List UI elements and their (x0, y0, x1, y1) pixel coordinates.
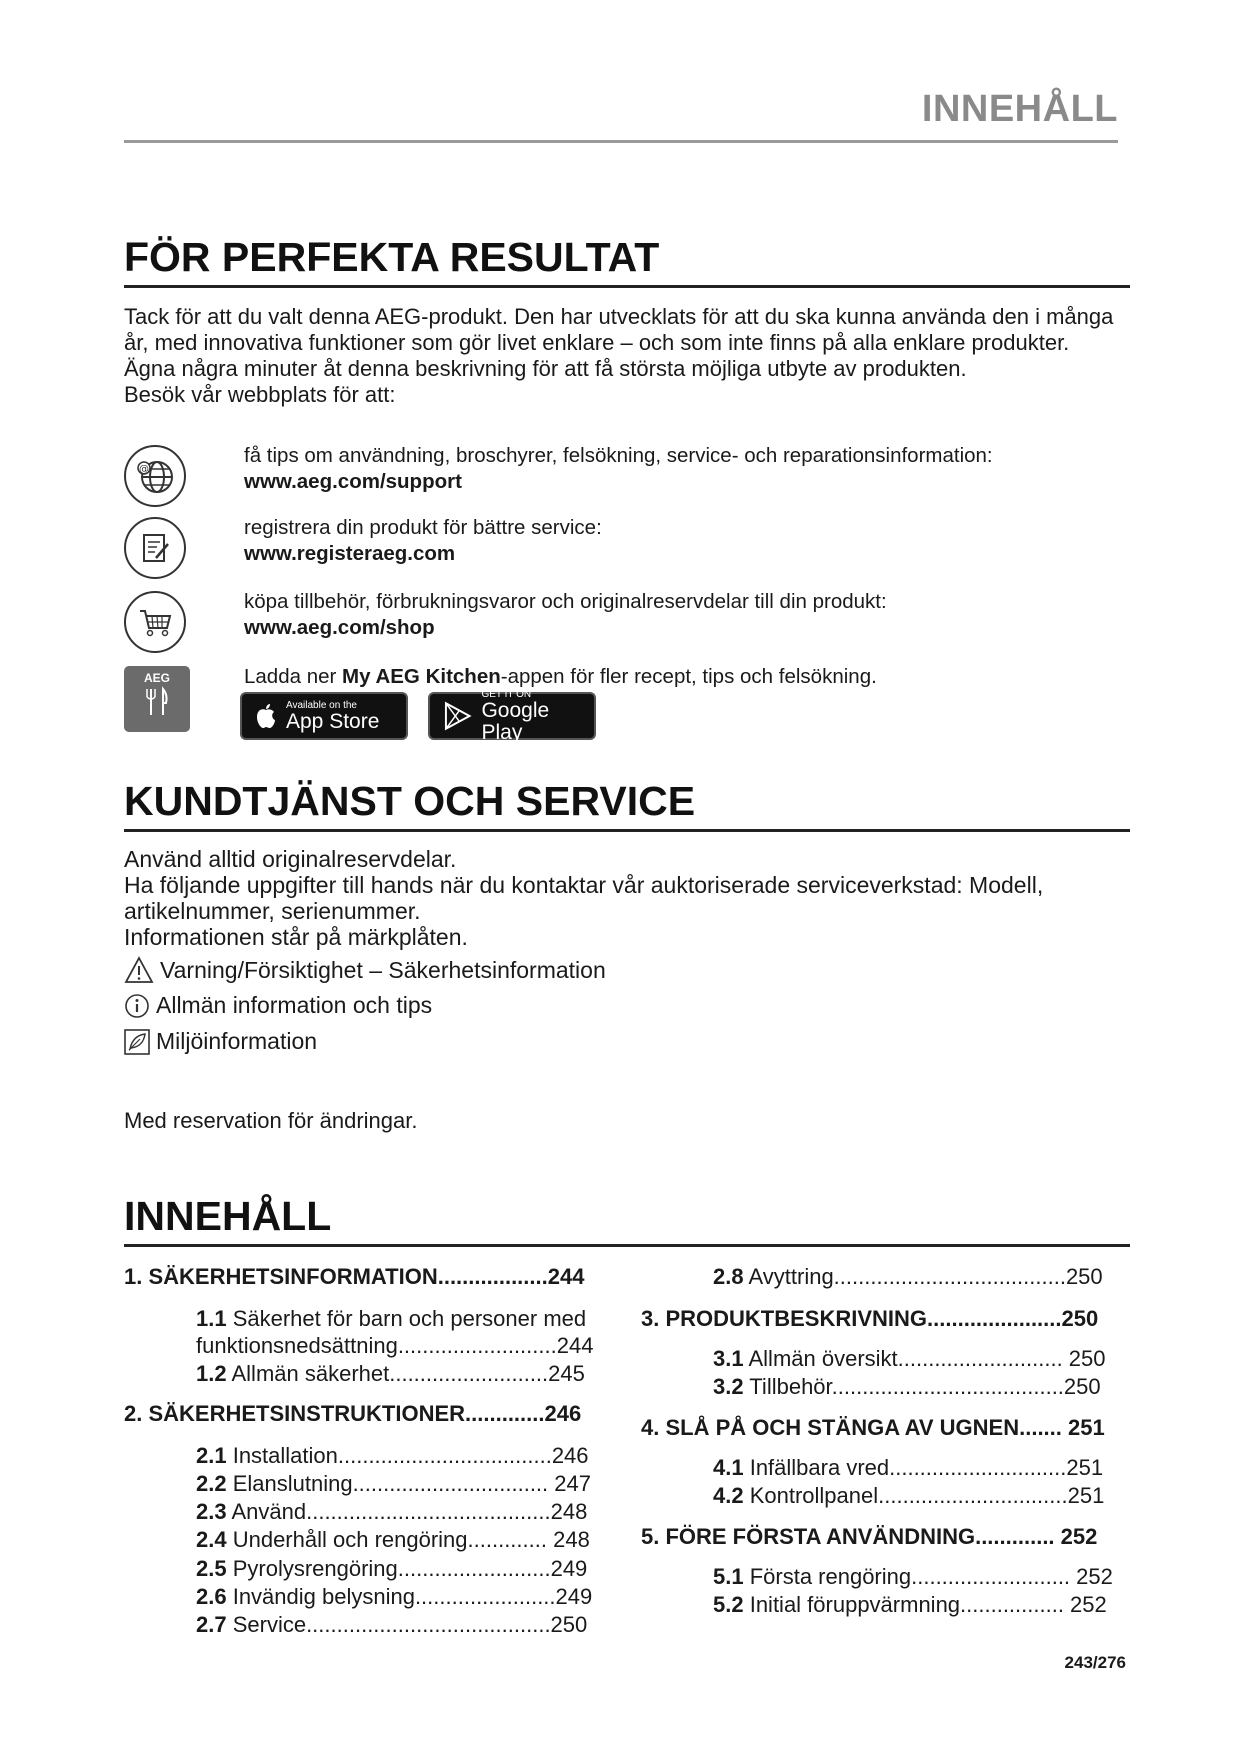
google-play-big: Google Play (481, 698, 550, 744)
link-register (244, 515, 602, 567)
toc-text: Kontrollpanel...............................251 (743, 1483, 1105, 1508)
toc-item[interactable]: 2. SÄKERHETSINSTRUKTIONER.............246 (124, 1401, 582, 1426)
toc-text: Avyttring......................................250 (743, 1264, 1103, 1289)
link-shop (244, 589, 887, 641)
toc-text: Första rengöring.......................... 252 (743, 1564, 1113, 1589)
header-title: INNEHÅLL (921, 88, 1118, 130)
app-store-small: Available on the (286, 699, 357, 711)
toc-text: Allmän översikt........................... 250 (743, 1346, 1106, 1371)
toc-item[interactable] (196, 1471, 591, 1497)
legend-info (124, 992, 432, 1019)
support-url[interactable]: www.aeg.com/support (244, 470, 462, 493)
toc-num: 1.1 (196, 1306, 227, 1331)
toc-num: 2.6 (196, 1584, 227, 1609)
app-prefix: Ladda ner (244, 665, 343, 688)
intro-heading: FÖR PERFEKTA RESULTAT (124, 234, 660, 280)
toc-item[interactable] (196, 1556, 587, 1582)
apple-icon (254, 702, 278, 730)
toc-item[interactable] (713, 1564, 1113, 1590)
service-note: Med reservation för ändringar. (124, 1108, 418, 1133)
toc-item[interactable] (196, 1527, 590, 1553)
toc-item[interactable] (713, 1592, 1107, 1618)
toc-text: Invändig belysning.......................249 (226, 1584, 593, 1609)
svg-text:@: @ (139, 464, 149, 475)
environment-icon (124, 1029, 150, 1055)
toc-item[interactable] (196, 1612, 587, 1638)
toc-item-continuation[interactable]: funktionsnedsättning..........................244 (196, 1333, 594, 1358)
toc-text: Använd........................................248 (226, 1499, 588, 1524)
legend-warning (124, 956, 606, 984)
header-divider (124, 140, 1118, 143)
link-shop-text: köpa tillbehör, förbrukningsvaror och originalreservdelar till din produkt: (244, 590, 887, 613)
legend-environment-text: Miljöinformation (156, 1028, 318, 1054)
service-paragraph-block (124, 846, 1124, 950)
page-number: 243/276 (1064, 1653, 1126, 1672)
toc-item[interactable]: 1. SÄKERHETSINFORMATION..................244 (124, 1264, 585, 1289)
service-line2: Ha följande uppgifter till hands när du kontaktar vår auktoriserade serviceverkstad: Modell, artikelnummer, serienummer. (124, 872, 1044, 924)
play-icon (442, 700, 473, 732)
toc-item[interactable] (196, 1306, 586, 1332)
service-line3: Informationen står på märkplåten. (124, 924, 468, 950)
toc-text: Pyrolysrengöring.........................249 (226, 1556, 588, 1581)
legend-environment (124, 1028, 317, 1055)
app-store-big: App Store (286, 709, 380, 733)
toc-item[interactable] (713, 1483, 1104, 1509)
globe-icon (124, 445, 186, 507)
legend-warning-text: Varning/Försiktighet – Säkerhetsinformation (160, 956, 606, 983)
aeg-tile-label: AEG (143, 671, 170, 685)
intro-paragraph-block (124, 304, 1124, 408)
toc-num: 2.5 (196, 1556, 227, 1581)
toc-num: 5.1 (713, 1564, 744, 1589)
app-download-text (244, 664, 877, 690)
info-icon (124, 993, 150, 1019)
toc-item[interactable] (713, 1264, 1103, 1290)
toc-num: 2.1 (196, 1443, 227, 1468)
toc-num: 4.2 (713, 1483, 744, 1508)
toc-num: 2.2 (196, 1471, 227, 1496)
intro-paragraph: Tack för att du valt denna AEG-produkt. Den har utvecklats för att du ska kunna använda den i många år, med innovativa funktioner som gör livet enklare – och som inte finns på alla enklare produkter. Ägna några minuter åt denna beskrivning för att få största möjliga utbyte av produkten. (124, 304, 1114, 381)
toc-item[interactable] (196, 1443, 589, 1469)
toc-heading-rule (124, 1244, 1130, 1247)
intro-visit: Besök vår webbplats för att: (124, 382, 396, 407)
toc-num: 5.2 (713, 1592, 744, 1617)
toc-item[interactable] (713, 1455, 1103, 1481)
app-suffix: -appen för fler recept, tips och felsökning. (500, 665, 877, 688)
warning-icon (124, 956, 154, 984)
link-register-text: registrera din produkt för bättre service: (244, 516, 602, 539)
toc-num: 2.3 (196, 1499, 227, 1524)
toc-text: Initial föruppvärmning................. 252 (743, 1592, 1107, 1617)
toc-text: Elanslutning................................ 247 (226, 1471, 591, 1496)
toc-item[interactable]: 5. FÖRE FÖRSTA ANVÄNDNING............. 252 (641, 1524, 1098, 1549)
toc-text: Infällbara vred.............................251 (743, 1455, 1104, 1480)
app-name: My AEG Kitchen (342, 665, 501, 688)
toc-num: 2.4 (196, 1527, 227, 1552)
toc-num: 2.7 (196, 1612, 227, 1637)
app-store-badge[interactable] (240, 692, 408, 740)
shop-url[interactable]: www.aeg.com/shop (244, 616, 435, 639)
toc-num: 3.2 (713, 1374, 744, 1399)
service-line1: Använd alltid originalreservdelar. (124, 846, 457, 872)
intro-heading-rule (124, 285, 1130, 288)
toc-item[interactable]: 3. PRODUKTBESKRIVNING......................250 (641, 1306, 1099, 1331)
toc-num: 1.2 (196, 1361, 227, 1386)
toc-text: Installation...................................246 (226, 1443, 589, 1468)
link-support (244, 443, 993, 495)
toc-item[interactable] (196, 1499, 587, 1525)
toc-text: Service........................................250 (226, 1612, 588, 1637)
toc-text: Tillbehör......................................250 (743, 1374, 1101, 1399)
cart-icon (124, 591, 186, 653)
link-support-text: få tips om användning, broschyrer, felsökning, service- och reparationsinformation: (244, 444, 993, 467)
toc-num: 3.1 (713, 1346, 744, 1371)
aeg-app-tile (124, 666, 190, 732)
legend-info-text: Allmän information och tips (156, 992, 433, 1018)
toc-item[interactable] (713, 1346, 1106, 1372)
google-play-badge[interactable] (428, 688, 596, 744)
cutlery-icon (142, 685, 172, 719)
service-heading-rule (124, 829, 1130, 832)
toc-item[interactable] (713, 1374, 1101, 1400)
toc-text: Underhåll och rengöring............. 248 (226, 1527, 590, 1552)
toc-item[interactable]: 4. SLÅ PÅ OCH STÄNGA AV UGNEN....... 251 (641, 1415, 1105, 1440)
toc-item[interactable] (196, 1584, 592, 1610)
toc-num: 4.1 (713, 1455, 744, 1480)
toc-text: Allmän säkerhet..........................245 (226, 1361, 585, 1386)
toc-num: 2.8 (713, 1264, 744, 1289)
toc-heading: INNEHÅLL (124, 1193, 332, 1239)
toc-item[interactable] (196, 1361, 585, 1387)
register-icon (124, 517, 186, 579)
register-url[interactable]: www.registeraeg.com (244, 542, 456, 565)
toc-text: Säkerhet för barn och personer med (226, 1306, 587, 1331)
google-play-small: GET IT ON (481, 688, 532, 700)
service-heading: KUNDTJÄNST OCH SERVICE (124, 778, 696, 824)
